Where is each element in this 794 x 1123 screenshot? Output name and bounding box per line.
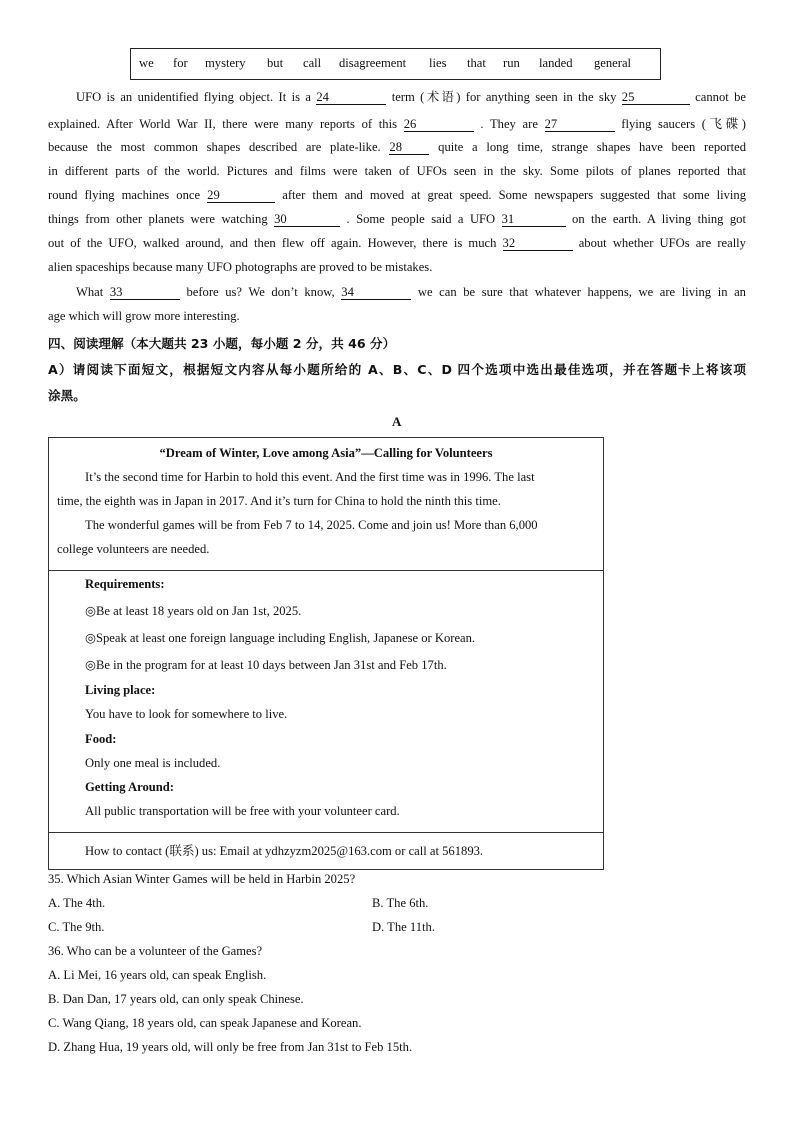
notice-title: “Dream of Winter, Love among Asia”—Calling for Volunteers: [159, 446, 493, 460]
question-stem: 35. Which Asian Winter Games will be held in Harbin 2025?: [48, 872, 356, 886]
cloze-line: [48, 212, 746, 227]
answer-blank: 29: [207, 189, 275, 203]
word-bank-item: general: [594, 56, 632, 70]
word-bank-item: lies: [429, 56, 447, 70]
getting-around-text: All public transportation will be free with your volunteer card.: [85, 804, 400, 818]
word-bank-item: disagreement: [339, 56, 407, 70]
cloze-text: round flying machines once: [48, 188, 201, 202]
cloze-text: things from other planets were watching: [48, 212, 268, 226]
notice-paragraph: college volunteers are needed.: [57, 542, 210, 556]
notice-paragraph: time, the eighth was in Japan in 2017. And it’s turn for China to hold the ninth this time.: [57, 494, 501, 508]
cloze-text: cannot be: [695, 90, 746, 104]
requirements-heading: Requirements:: [85, 577, 165, 591]
question-stem: 36. Who can be a volunteer of the Games?: [48, 944, 263, 958]
cloze-text: out of the UFO, walked around, and then flew off again. However, there is much: [48, 236, 497, 250]
answer-option: B. Dan Dan, 17 years old, can only speak Chinese.: [48, 992, 304, 1006]
word-bank-item: that: [467, 56, 486, 70]
answer-option: A. Li Mei, 16 years old, can speak English.: [48, 968, 267, 982]
divider: [49, 832, 603, 833]
cloze-line: [48, 188, 746, 203]
cloze-text: quite a long time, strange shapes have been reported: [438, 140, 746, 154]
food-text: Only one meal is included.: [85, 756, 221, 770]
cloze-text: term (术语) for anything seen in the sky: [391, 90, 617, 104]
word-bank-item: we: [139, 56, 154, 70]
answer-blank: 25: [622, 91, 690, 105]
instruction-line: 涂黑。: [48, 388, 86, 403]
cloze-line: age which will grow more interesting.: [48, 309, 240, 323]
word-bank-item: call: [303, 56, 322, 70]
cloze-line: [48, 140, 746, 155]
answer-blank: 27: [545, 118, 615, 132]
divider: [49, 570, 603, 571]
cloze-text: after them and moved at great speed. Some newspapers suggested that some living: [282, 188, 747, 202]
cloze-text: about whether UFOs are really: [578, 236, 746, 250]
cloze-text: because the most common shapes described are plate-like.: [48, 140, 381, 154]
word-bank-box: [130, 48, 661, 80]
word-bank-item: but: [267, 56, 284, 70]
answer-blank: 26: [404, 118, 474, 132]
cloze-text: before us? We don’t know,: [186, 285, 335, 299]
answer-option: D. The 11th.: [372, 920, 435, 934]
instruction-line: A）请阅读下面短文，根据短文内容从每小题所给的 A、B、C、D 四个选项中选出最佳选项，并在答题卡上将该项: [48, 362, 746, 377]
word-bank-item: for: [173, 56, 188, 70]
passage-label: A: [392, 414, 402, 429]
getting-around-heading: Getting Around:: [85, 780, 174, 794]
answer-blank: 31: [502, 213, 566, 227]
cloze-text: What: [76, 285, 104, 299]
volunteer-notice: [48, 437, 604, 870]
answer-blank: 32: [503, 237, 573, 251]
answer-option: C. The 9th.: [48, 920, 105, 934]
cloze-line: in different parts of the world. Pictures and films were taken of UFOs seen in the sky. Some pilots of planes reported that: [48, 164, 746, 178]
cloze-text: flying saucers (飞碟): [621, 117, 746, 131]
answer-blank: 30: [274, 213, 340, 227]
requirement-item: ◎Speak at least one foreign language including English, Japanese or Korean.: [85, 631, 476, 645]
cloze-text: explained. After World War II, there were many reports of this: [48, 117, 397, 131]
contact-info: How to contact (联系) us: Email at ydhzyzm2025@163.com or call at 561893.: [85, 844, 484, 858]
living-heading: Living place:: [85, 683, 156, 697]
cloze-line: [48, 113, 746, 132]
answer-option: D. Zhang Hua, 19 years old, will only be free from Jan 31st to Feb 15th.: [48, 1040, 413, 1054]
answer-blank: 28: [389, 141, 429, 155]
cloze-line: [76, 86, 746, 105]
food-heading: Food:: [85, 732, 117, 746]
word-bank-item: mystery: [205, 56, 246, 70]
notice-paragraph: It’s the second time for Harbin to hold this event. And the first time was in 1996. The last: [85, 470, 535, 484]
word-bank-item: landed: [539, 56, 573, 70]
requirement-item: ◎Be at least 18 years old on Jan 1st, 2025.: [85, 604, 302, 618]
living-text: You have to look for somewhere to live.: [85, 707, 288, 721]
cloze-text: we can be sure that whatever happens, we are living in an: [417, 285, 746, 299]
requirement-item: ◎Be in the program for at least 10 days between Jan 31st and Feb 17th.: [85, 658, 447, 672]
cloze-line: alien spaceships because many UFO photographs are proved to be mistakes.: [48, 260, 433, 274]
answer-option: A. The 4th.: [48, 896, 106, 910]
cloze-line: [48, 236, 746, 251]
cloze-text: UFO is an unidentified flying object. It is a: [76, 90, 311, 104]
section-heading: 四、阅读理解（本大题共 23 小题，每小题 2 分，共 46 分）: [48, 336, 396, 351]
cloze-text: . Some people said a UFO: [346, 212, 496, 226]
answer-blank: 24: [316, 91, 386, 105]
notice-paragraph: The wonderful games will be from Feb 7 to 14, 2025. Come and join us! More than 6,000: [85, 518, 538, 532]
cloze-text: on the earth. A living thing got: [572, 212, 746, 226]
answer-option: B. The 6th.: [372, 896, 429, 910]
cloze-text: . They are: [480, 117, 538, 131]
answer-option: C. Wang Qiang, 18 years old, can speak Japanese and Korean.: [48, 1016, 362, 1030]
cloze-line: [76, 285, 746, 300]
word-bank-item: run: [503, 56, 520, 70]
answer-blank: 34: [341, 286, 411, 300]
answer-blank: 33: [110, 286, 180, 300]
